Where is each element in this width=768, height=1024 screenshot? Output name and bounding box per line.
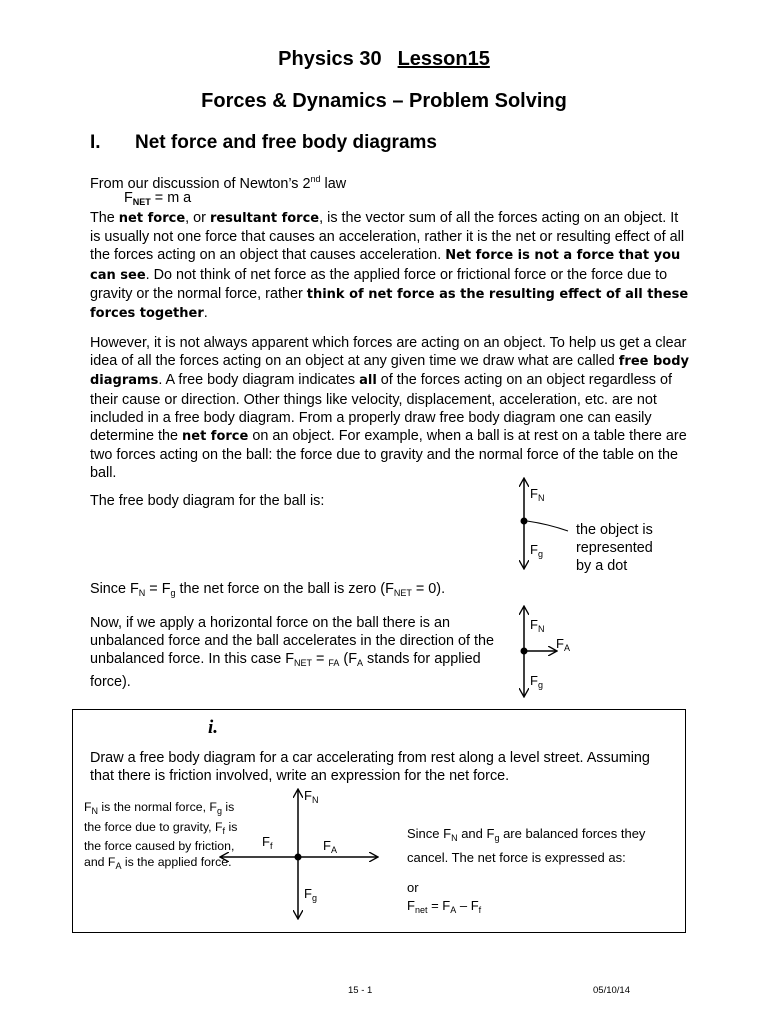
diagram3-fn-label: $F_N$ [304, 788, 319, 805]
diagram2-fa-label: $F_A$ [556, 636, 570, 653]
lesson-number: Lesson15 [397, 48, 490, 70]
footer-date: 05/10/14 [593, 985, 630, 996]
example-prompt: Draw a free body diagram for a car accelerating from rest along a level street. Assuming that there is friction involved, write an expression for the net force. [90, 750, 650, 785]
page-number: 15 - 1 [348, 985, 373, 996]
net-force-paragraph: The net force, or resultant force, is the vector sum of all the forces acting on an object. It is usually not one force that causes an acceleration, rather it is the net or resulting effect of all the forces acting on an object that causes acceleration. Net force is not a force that you can see. Do not think of net force as the applied force or frictional force or the force due to gravity or the normal force, rather think of net force as the resulting effect of all these forces together. [90, 210, 689, 322]
object-dot [521, 648, 528, 655]
newton-intro: From our discussion of Newton’s 2nd law [90, 174, 347, 192]
net-force-equation: $F_{net} = F_A - F_f$ [407, 898, 482, 915]
diagram3-fg-label: $F_g$ [304, 886, 317, 903]
answer-or: or [407, 880, 419, 895]
answer-text: Since $F_N$ and $F_g$ are balanced forces they cancel. The net force is expressed as: [407, 826, 646, 865]
page-subtitle: Forces & Dynamics – Problem Solving [201, 90, 567, 112]
diagram2-fg-label: $F_g$ [530, 673, 543, 690]
dot-note: the object is represented by a dot [576, 522, 653, 575]
section-title: Net force and free body diagrams [135, 132, 437, 153]
diagram3-fa-label: $F_A$ [323, 838, 337, 855]
object-dot [521, 518, 528, 525]
applied-force-paragraph: Now, if we apply a horizontal force on the ball there is an unbalanced force and the ball accelerates in the direction of the unbalanced force. In this case $F_{NET} = _{FA}$ ($F_A$ stands for applied force). [90, 615, 495, 690]
diagram3-ff-label: $F_f$ [262, 834, 273, 851]
force-legend: $F_N$ is the normal force, $F_g$ is the force due to gravity, $F_f$ is the force caused by friction, and $F_A$ is the applied force. [84, 800, 238, 871]
diagram2-fn-label: $F_N$ [530, 617, 545, 634]
diagram1-fn-label: $F_N$ [530, 486, 545, 503]
newton-formula: $F_{NET} = m$ a [124, 190, 192, 207]
dot-pointer-line [527, 521, 568, 531]
section-number: I. [90, 132, 101, 153]
free-body-paragraph: However, it is not always apparent which forces are acting on an object. To help us get a clear idea of all the forces acting on an object at any given time we draw what are called free body diagrams. A free body diagram indicates all of the forces acting on an object regardless of their cause or direction. Other things like velocity, displacement, acceleration, etc. are not included in a free body diagram. From a properly draw free body diagram one can easily determine the net force on an object. For example, when a ball is at rest on a table there are two forces acting on the ball: the force due to gravity and the normal force of the table on the ball. [90, 335, 690, 482]
diagram1-caption: The free body diagram for the ball is: [90, 493, 325, 509]
since-balanced-line: Since $F_N = F_g$ the net force on the ball is zero $(F_{NET} = 0)$. [90, 581, 446, 598]
example-marker: i. [208, 717, 219, 738]
diagram1-fg-label: $F_g$ [530, 542, 543, 559]
course-name: Physics 30 [278, 48, 382, 70]
